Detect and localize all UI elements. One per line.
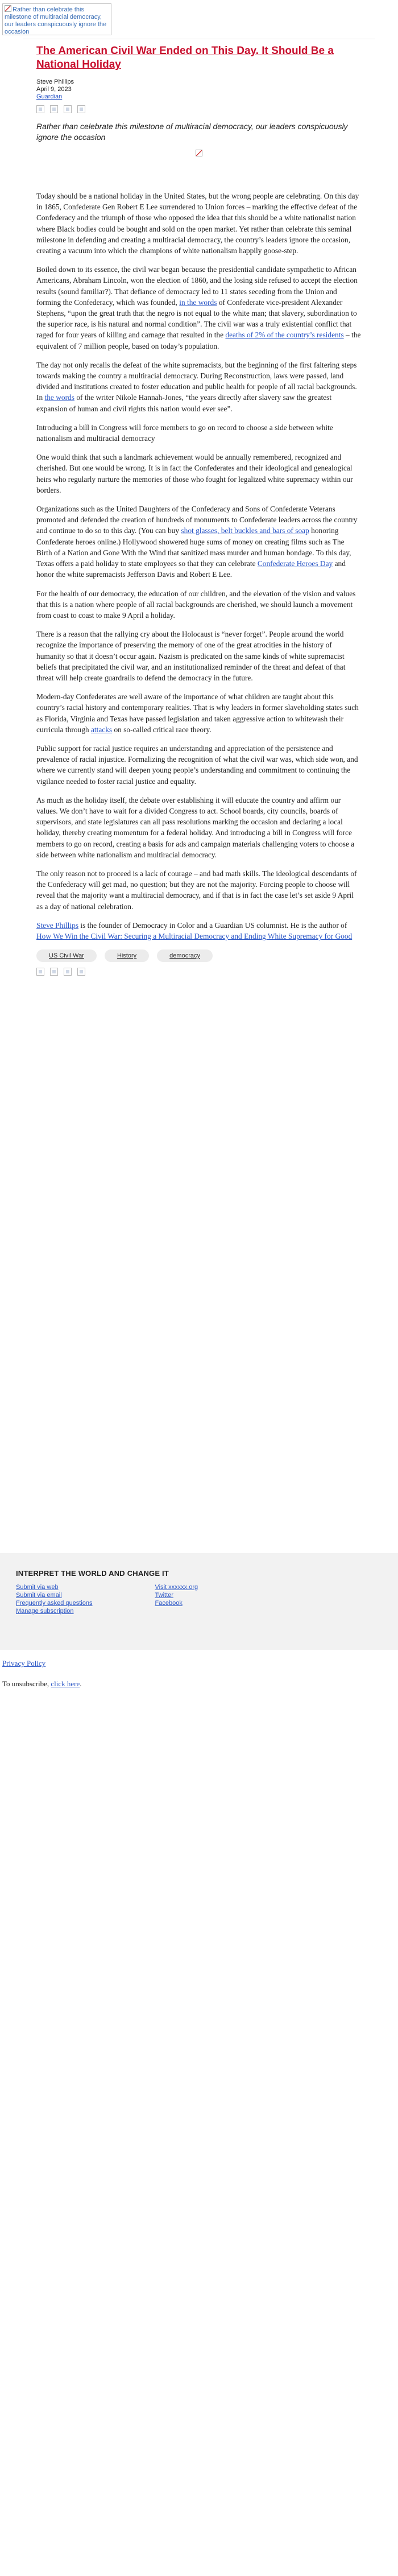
footer-link[interactable]: Manage subscription — [16, 1608, 74, 1615]
paragraph-text: Boiled down to its essence, the civil war began because the presidential candidate sympathetic to African Americans, Abraham Lincoln, won the election of 1860, and the losing side refused to accept the election results (sound familiar?). That defiance of democracy led to 11 states seceding from the Union and forming the Confederacy, which was founded, — [36, 265, 358, 307]
footer-link[interactable]: Visit xxxxxx.org — [155, 1584, 198, 1591]
paragraph-text: The day not only recalls the defeat of the white supremacists, but the beginning of the first faltering steps towards making the country a multiracial democracy. During Reconstruction, laws were passed, land divided and institutions created to foster education and public health for people of all racial backgrounds. In — [36, 360, 357, 402]
inline-link[interactable]: attacks — [90, 725, 113, 734]
share-icon-7[interactable] — [64, 968, 72, 976]
footer-link[interactable]: Submit via email — [16, 1592, 62, 1599]
inline-link[interactable]: Confederate Heroes Day — [257, 559, 333, 568]
article-paragraph — [36, 452, 362, 496]
share-icon-1[interactable] — [36, 105, 44, 113]
paragraph-text: honoring Confederate heroes online.) Hollywood showered huge sums of money on creating films such as The Birth of a Nation and Gone With the Wind that sanitized mass murder and human bondage. To this day, Texas offers a paid holiday to state employees so that they can celebrate — [36, 526, 351, 568]
footer-left-links — [16, 1583, 93, 1615]
article-paragraph — [36, 868, 362, 912]
article-body — [36, 191, 362, 942]
source-link[interactable]: Guardian — [36, 93, 63, 100]
share-icon-2[interactable] — [50, 105, 58, 113]
date: April 9, 2023 — [36, 86, 72, 93]
standfirst: Rather than celebrate this milestone of multiracial democracy, our leaders conspicuously ignore the occasion — [36, 122, 348, 142]
paragraph-text: Today should be a national holiday in the United States, but the wrong people are celebrating. On this day in 1865, Confederate Gen Robert E Lee surrendered to Union forces – marking the effective defeat of the Confederacy and the triumph of those who opposed the idea that this should be a white nationalist nation where Black bodies could be bought and sold on the open market. Yet rather than celebrate this seminal milestone in defending and creating a multiracial democracy, the country’s leaders ignore the occasion, creating a vacuum into which the champions of white nationalism happily goose-step. — [36, 192, 359, 255]
footer-link[interactable]: Facebook — [155, 1600, 183, 1607]
tag-pill[interactable]: democracy — [157, 950, 213, 962]
footer-link[interactable]: Twitter — [155, 1592, 173, 1599]
bottom-section — [2, 1658, 82, 1699]
inline-link[interactable]: the words — [44, 393, 74, 402]
paragraph-text: The only reason not to proceed is a lack of courage – and bad math skills. The ideological descendants of the Confederacy will get mad, no question; but they are not the majority. Forcing people to choose will reveal that the majority want a multiracial democracy, and if that is in fact the case let’s set aside 9 April as a day of national celebration. — [36, 869, 357, 911]
share-row — [36, 105, 362, 113]
footer-link[interactable]: Frequently asked questions — [16, 1600, 93, 1607]
inline-link[interactable]: shot glasses, belt buckles and bars of soap — [181, 526, 309, 535]
footer-link[interactable]: Submit via web — [16, 1584, 59, 1591]
inline-link[interactable]: Steve Phillips — [36, 920, 79, 930]
paragraph-text: – the equivalent of 7 million people, based on today’s population. — [36, 331, 361, 350]
paragraph-text: is the founder of Democracy in Color and a Guardian US columnist. He is the author of — [78, 920, 347, 930]
inline-image-icon — [196, 150, 202, 156]
article-paragraph — [36, 629, 362, 683]
share-icon-8[interactable] — [77, 968, 85, 976]
paragraph-text: of Confederate vice-president Alexander Stephens, “upon the great truth that the negro is not equal to the white man; that slavery, subordination to the superior race, is his natural and normal condition”. The civil war was a truly existential conflict that raged for four years of killing and carnage that resulted in the — [36, 298, 357, 340]
hero-image-alt: Rather than celebrate this milestone of multiracial democracy, our leaders conspicuously ignore the occasion — [5, 6, 107, 35]
paragraph-text: Introducing a bill in Congress will force members to go on record to choose a side between white nationalism and multiracial democracy — [36, 423, 333, 443]
article-meta — [36, 79, 362, 101]
tag-pill[interactable]: US Civil War — [36, 950, 97, 962]
inline-link[interactable]: in the words — [179, 298, 217, 307]
paragraph-text: There is a reason that the rallying cry about the Holocaust is “never forget”. People around the world recognize the importance of preserving the memory of one of the great atrocities in the history of humanity so that it doesn’t occur again. Nazism is predicated on the same kinds of white supremacist beliefs that precipitated the civil war, and an institutionalized reminder of the threat and defeat of that threat will help create guardrails to defend the democracy in the future. — [36, 630, 346, 682]
unsubscribe-link[interactable]: click here — [51, 1679, 80, 1688]
paragraph-text: One would think that such a landmark achievement would be annually remembered, recognized and cherished. But one would be wrong. It is in fact the Confederates and their ideological and genealogical heirs who regularly nurture the memories of those who fought for legalized white supremacy within our borders. — [36, 453, 353, 494]
article-paragraph — [36, 588, 362, 621]
footer — [0, 1553, 398, 1650]
share-icon-3[interactable] — [64, 105, 72, 113]
privacy-policy-link[interactable]: Privacy Policy — [2, 1659, 46, 1667]
article-paragraph — [36, 920, 362, 942]
inline-link[interactable]: deaths of 2% of the country’s residents — [225, 331, 344, 340]
footer-heading: INTERPRET THE WORLD AND CHANGE IT — [16, 1569, 169, 1578]
paragraph-text: As much as the holiday itself, the debate over establishing it will educate the country and affirm our values. We don’t have to wait for a divided Congress to act. School boards, city councils, boards of supervisors, and state legislatures can all pass resolutions marking the occasion and declaring a local holiday, thereby creating momentum for a federal holiday. And introducing a bill in Congress will force members to go on record, creating a basis for ads and campaign materials challenging voters to choose a side between white nationalism and multiracial democracy. — [36, 795, 355, 859]
tag-list — [36, 950, 362, 962]
article-title[interactable]: The American Civil War Ended on This Day. It Should Be a National Holiday — [36, 45, 334, 71]
article-paragraph — [36, 360, 362, 414]
paragraph-text: Modern-day Confederates are well aware of the importance of what children are taught about this country’s racial history and contemporary realities. That is why leaders in former slaveholding states such as Florida, Virginia and Texas have passed legislation and taken aggressive action to whitewash their curricula through — [36, 692, 359, 734]
unsubscribe-end: . — [80, 1679, 82, 1688]
tag-pill[interactable]: History — [105, 950, 149, 962]
unsubscribe-text: To unsubscribe, — [2, 1679, 51, 1688]
paragraph-text: on so-called critical race theory. — [112, 725, 212, 734]
footer-right-links — [155, 1583, 198, 1615]
article-paragraph — [36, 422, 362, 444]
unsubscribe-line — [2, 1679, 82, 1689]
share-icon-5[interactable] — [36, 968, 44, 976]
author: Steve Phillips — [36, 79, 74, 85]
paragraph-text: For the health of our democracy, the education of our children, and the elevation of the vision and values that this is a nation where people of all racial backgrounds are cherished, we should launch a movement from coast to coast to make 9 April a holiday. — [36, 589, 356, 620]
article-paragraph — [36, 191, 362, 256]
paragraph-text: Public support for racial justice requires an understanding and appreciation of the persistence and prevalence of racial injustice. Formalizing the recognition of what the civil war was, which side won, and where we currently stand will deepen young people’s understanding and commitment to continuing the vigilance needed to foster racial justice and equality. — [36, 744, 358, 786]
article-paragraph — [36, 503, 362, 580]
article-paragraph — [36, 264, 362, 352]
article-card — [23, 39, 375, 1529]
article-paragraph — [36, 795, 362, 860]
share-icon-4[interactable] — [77, 105, 85, 113]
share-icon-6[interactable] — [50, 968, 58, 976]
article-paragraph — [36, 691, 362, 735]
inline-link[interactable]: How We Win the Civil War: Securing a Multiracial Democracy and Ending White Supremacy for Good — [36, 931, 353, 940]
hero-image[interactable] — [2, 3, 111, 35]
article-paragraph — [36, 743, 362, 787]
paragraph-text: Organizations such as the United Daughters of the Confederacy and Sons of Confederate Veterans promoted and defended the creation of hundreds of monuments to Confederate leaders across the country and continue to do so to this day. (You can buy — [36, 505, 358, 535]
paragraph-text: and honor the white supremacists Jefferson Davis and Robert E Lee. — [36, 559, 346, 579]
paragraph-text: of the writer Nikole Hannah-Jones, “the years directly after slavery saw the greatest expansion of human and civil rights this nation would ever see”. — [36, 393, 332, 413]
share-row-bottom — [36, 968, 362, 976]
broken-image-icon — [5, 5, 11, 12]
